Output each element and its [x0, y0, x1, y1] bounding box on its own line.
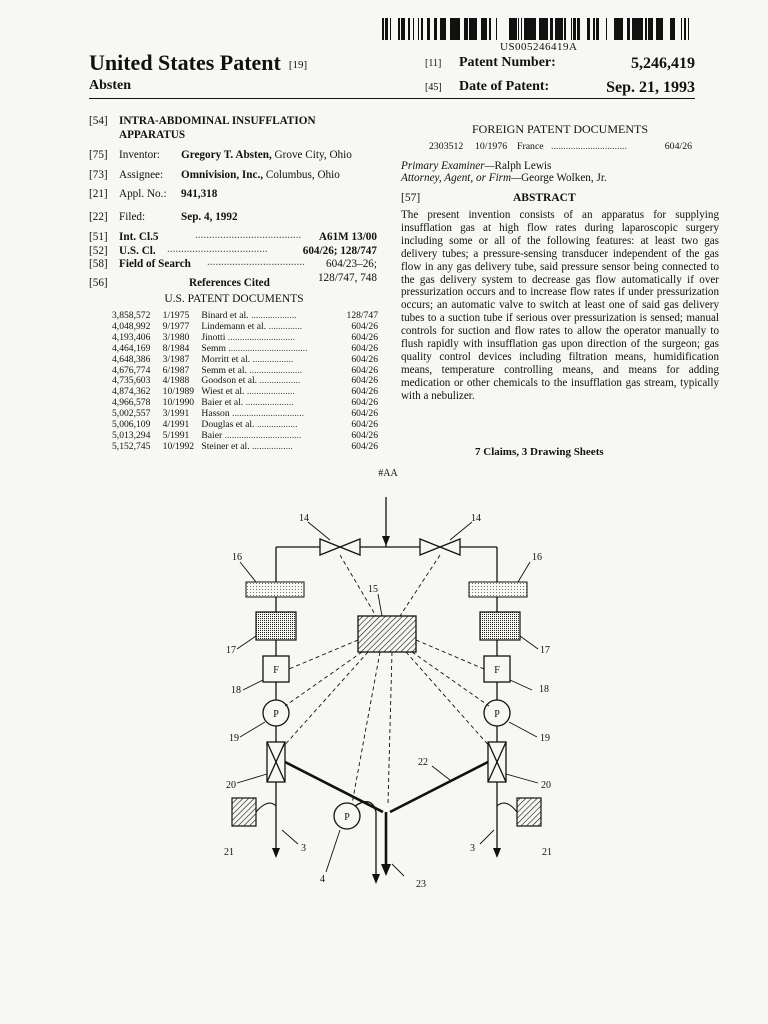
label-23: 23	[416, 879, 426, 890]
reference-name: Semm .................................	[201, 343, 308, 354]
foreign-country: France	[517, 141, 544, 152]
reference-num: 4,193,406	[112, 331, 151, 343]
uscl-code: [52]	[89, 244, 108, 257]
reference-name: Semm et al. ......................	[201, 365, 303, 376]
reference-cls: 604/26	[351, 386, 378, 398]
reference-date: 1/1975	[162, 310, 190, 321]
reference-name: Steiner et al. .................	[201, 441, 293, 452]
reference-num: 5,152,745	[112, 440, 151, 452]
label-15: 15	[368, 584, 378, 595]
references-subtitle: U.S. PATENT DOCUMENTS	[164, 293, 304, 305]
reference-date: 4/1988	[162, 375, 190, 387]
reference-cls: 604/26	[351, 419, 378, 431]
title-field-code: [54]	[89, 115, 108, 127]
foreign-class: 604/26	[664, 141, 692, 152]
reference-date: 3/1991	[162, 408, 190, 420]
reference-cls: 604/26	[351, 375, 378, 387]
reference-name: Goodson et al. .................	[201, 376, 301, 387]
reference-cls: 604/26	[351, 440, 378, 452]
left-element-17	[256, 612, 296, 640]
attorney-name: George Wolken, Jr.	[521, 172, 607, 184]
claims-count: 7 Claims, 3 Drawing Sheets	[475, 446, 604, 458]
filed-code: [22]	[89, 210, 108, 223]
reference-name: Lindemann et al. ..............	[201, 321, 303, 332]
document-number: US005246419A	[500, 41, 578, 53]
suction-arrowhead	[381, 864, 391, 876]
reference-num: 3,858,572	[112, 310, 151, 321]
reference-num: 5,006,109	[112, 419, 151, 431]
reference-date: 4/1991	[162, 419, 190, 431]
reference-num: 4,676,774	[112, 364, 151, 376]
reference-date: 10/1990	[162, 397, 195, 409]
reference-cls: 128/747	[346, 310, 378, 321]
label-3-left: 3	[301, 843, 306, 854]
intcl-label: Int. Cl.5	[119, 231, 159, 243]
label-14-left: 14	[299, 513, 309, 524]
right-outlet-arrowhead	[493, 848, 501, 858]
controller-15	[358, 616, 416, 652]
abstract-text: The present invention consists of an apparatus for supplying insufflation gas at high flow rates during laparoscopic surgery including some or all of the following features: at least two gas delivery tubes; a pressure-sensing transducer independent of the gas flow in any gas delivery tube, said pressure sensor being connected to the gas delivery system to decrease gas flow automatically if over pressurization occurs and to increase flow rates if under pressurization occurs; an automatic valve to switch at least one of said gas delivery tubes to a suction tube if serious over pressurization is sensed; manual controls for suction and flow rates to allow the operator manually to flush rapidly with insufflation gas upon direction of the surgeon; gas quality control devices including filtration means, humidification means, temperature controlling means, and means for adding medication or other chemicals to the insufflation gas stream, typically with a nebulizer.	[401, 209, 719, 402]
examiner-label: Primary Examiner—	[401, 160, 495, 172]
label-18-left: 18	[231, 685, 241, 696]
filed-label: Filed:	[119, 210, 146, 223]
label-16-left: 16	[232, 552, 242, 563]
reference-name: Binard et al. ...................	[201, 311, 297, 321]
label-18-right: 18	[539, 684, 549, 695]
reference-name: Baier ................................	[201, 430, 302, 441]
assignee-code: [73]	[89, 168, 108, 181]
abstract-code: [57]	[401, 192, 421, 204]
inventor-location: Grove City, Ohio	[271, 149, 352, 161]
inventor-label: Inventor:	[119, 149, 161, 161]
date-label: Date of Patent:	[459, 79, 550, 94]
reference-date: 10/1989	[162, 386, 195, 398]
uscl-field: [52] U.S. Cl. .................................... 604/26; 128/747	[89, 242, 377, 257]
reference-num: 5,013,294	[112, 429, 151, 441]
inventor-name: Gregory T. Absten,	[181, 149, 272, 161]
reference-cls: 604/26	[351, 320, 378, 332]
left-outlet-arrowhead	[272, 848, 280, 858]
patent-number-label: Patent Number:	[459, 55, 556, 70]
reference-date: 9/1977	[162, 320, 190, 332]
examiner-name: Ralph Lewis	[494, 160, 552, 172]
right-flow-letter: F	[494, 665, 500, 676]
reference-cls: 604/26	[351, 429, 378, 441]
label-20-right: 20	[541, 780, 551, 791]
reference-name: Douglas et al. .................	[201, 420, 298, 431]
references-title: References Cited	[189, 277, 270, 289]
assignee-label: Assignee:	[119, 168, 164, 181]
reference-num: 4,048,992	[112, 320, 151, 332]
field-label: Field of Search	[119, 258, 191, 270]
reference-date: 3/1987	[162, 353, 190, 365]
reference-cls: 604/26	[351, 353, 378, 365]
foreign-num: 2303512	[429, 141, 464, 152]
right-pressure-letter: P	[494, 709, 500, 720]
label-20-left: 20	[226, 780, 236, 791]
reference-name: Hasson ..............................	[201, 409, 304, 420]
label-14-right: 14	[471, 513, 481, 524]
invention-title-line2: APPARATUS	[119, 128, 186, 141]
pump-arrowhead	[372, 874, 380, 884]
left-heater-21	[232, 798, 256, 826]
reference-date: 10/1992	[162, 440, 195, 452]
intcl-value: A61M 13/00	[318, 231, 377, 243]
left-valve-14-a	[320, 539, 340, 555]
field-value2: 128/747, 748	[317, 271, 377, 284]
abstract-title: ABSTRACT	[513, 192, 576, 204]
reference-name: Morritt et al. .................	[201, 354, 294, 365]
patent-number-code: [11]	[425, 58, 442, 69]
intcl-code: [51]	[89, 231, 108, 243]
field-of-search: [58] Field of Search ................................... 604/23–26;	[89, 256, 377, 270]
title-text: United States Patent	[89, 50, 281, 75]
field-value: 604/23–26;	[326, 258, 377, 270]
date-code: [45]	[425, 82, 442, 93]
patent-number-value: 5,246,419	[631, 55, 695, 72]
right-suction-tube	[390, 762, 488, 812]
pump-letter: P	[344, 812, 350, 823]
appl-label: Appl. No.:	[119, 188, 167, 200]
label-16-right: 16	[532, 552, 542, 563]
label-21-right: 21	[542, 847, 552, 858]
label-17-right: 17	[540, 645, 550, 656]
invention-title-line1: INTRA-ABDOMINAL INSUFFLATION	[119, 115, 316, 127]
assignee-location: Columbus, Ohio	[263, 168, 340, 181]
reference-name: Wiest et al. ....................	[201, 387, 295, 398]
title-code: [19]	[288, 58, 308, 71]
reference-num: 4,874,362	[112, 386, 151, 398]
reference-num: 4,648,386	[112, 353, 151, 365]
inventor-code: [75]	[89, 149, 108, 161]
foreign-row: 2303512 10/1976 France ............................... 604/26	[429, 141, 692, 152]
reference-date: 6/1987	[162, 364, 190, 376]
foreign-title: FOREIGN PATENT DOCUMENTS	[471, 122, 649, 136]
label-21-left: 21	[224, 847, 234, 858]
left-element-16	[246, 582, 304, 597]
field-code: [58]	[89, 258, 108, 270]
uscl-value: 604/26; 128/747	[302, 244, 377, 257]
right-heater-21	[517, 798, 541, 826]
reference-date: 5/1991	[162, 429, 190, 441]
reference-date: 8/1984	[162, 342, 190, 354]
reference-name: Jinotti ............................	[201, 332, 295, 343]
appl-value: 941,318	[181, 188, 218, 200]
references-code: [56]	[89, 277, 108, 289]
left-suction-tube	[285, 762, 383, 812]
left-flow-letter: F	[273, 665, 279, 676]
figure-caption: #AA	[378, 468, 398, 479]
appl-code: [21]	[89, 188, 108, 200]
right-element-17	[480, 612, 520, 640]
right-element-16	[469, 582, 527, 597]
right-valve-14-a	[420, 539, 440, 555]
foreign-date: 10/1976	[475, 141, 508, 152]
reference-cls: 604/26	[351, 364, 378, 376]
left-pressure-letter: P	[273, 709, 279, 720]
reference-cls: 604/26	[351, 397, 378, 409]
attorney-label: Attorney, Agent, or Firm—	[401, 172, 522, 184]
label-19-right: 19	[540, 733, 550, 744]
reference-num: 5,002,557	[112, 408, 151, 420]
intcl-field: [51] Int. Cl.5 ...................................... A61M 13/00	[89, 229, 377, 243]
reference-num: 4,464,169	[112, 342, 151, 354]
filed-value: Sep. 4, 1992	[181, 210, 238, 223]
label-3-right: 3	[470, 843, 475, 854]
inlet-arrowhead	[382, 536, 390, 546]
label-19-left: 19	[229, 733, 239, 744]
label-17-left: 17	[226, 645, 236, 656]
reference-cls: 604/26	[351, 331, 378, 343]
date-value: Sep. 21, 1993	[606, 79, 695, 96]
left-valve-14-b	[340, 539, 360, 555]
uscl-label: U.S. Cl.	[119, 244, 156, 257]
right-valve-14-b	[440, 539, 460, 555]
label-22: 22	[418, 757, 428, 768]
reference-name: Baier et al. ....................	[201, 398, 294, 409]
reference-date: 3/1980	[162, 331, 190, 343]
reference-cls: 604/26	[351, 342, 378, 354]
inventor-surname: Absten	[89, 78, 132, 93]
reference-cls: 604/26	[351, 408, 378, 420]
assignee-name: Omnivision, Inc.,	[181, 168, 264, 181]
reference-num: 4,735,603	[112, 375, 151, 387]
label-4: 4	[320, 874, 325, 885]
reference-num: 4,966,578	[112, 397, 151, 409]
